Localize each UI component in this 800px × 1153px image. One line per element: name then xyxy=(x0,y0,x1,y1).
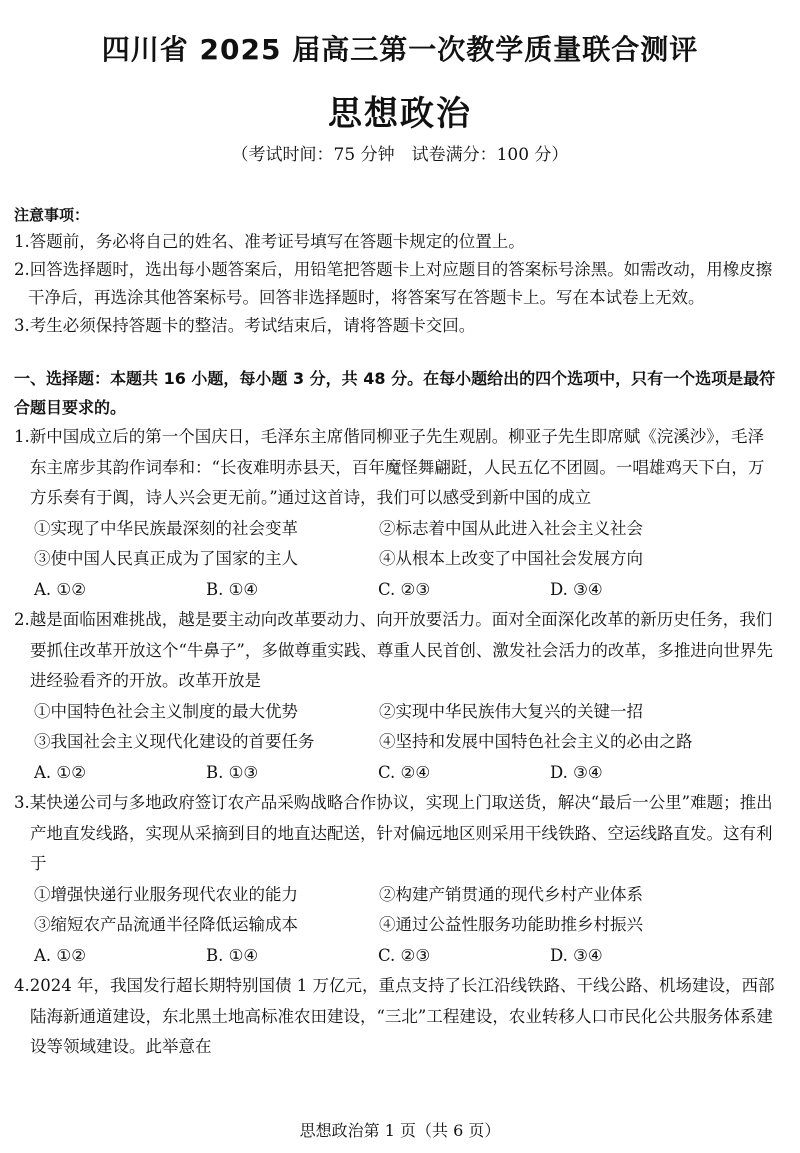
answer-choice: A. ①② xyxy=(34,762,86,782)
option-item: ①实现了中华民族最深刻的社会变革 xyxy=(34,518,298,538)
answer-row xyxy=(14,758,780,789)
answer-choice: B. ①④ xyxy=(206,945,259,965)
option-item: ①增强快递行业服务现代农业的能力 xyxy=(34,884,298,904)
option-row xyxy=(14,727,780,758)
exam-body xyxy=(14,202,780,1063)
answer-choice: C. ②③ xyxy=(378,945,431,965)
notice-item: 2.回答选择题时，选出每小题答案后，用铅笔把答题卡上对应题目的答案标号涂黑。如需改动，用橡皮擦干净后，再选涂其他答案标号。回答非选择题时，将答案写在答题卡上。写在本试卷上无效。 xyxy=(14,260,773,307)
question-stem: 1.新中国成立后的第一个国庆日，毛泽东主席偕同柳亚子先生观剧。柳亚子先生即席赋《浣溪沙》，毛泽东主席步其韵作词奉和：“长夜难明赤县天，百年魔怪舞翩跹，人民五亿不团圆。一唱雄鸡天下白，万方乐奏有于阗，诗人兴会更无前。”通过这首诗，我们可以感受到新中国的成立 xyxy=(14,427,765,507)
answer-choice: D. ③④ xyxy=(550,945,603,965)
option-item: ④从根本上改变了中国社会发展方向 xyxy=(379,549,643,568)
question-4 xyxy=(14,971,780,1063)
spacer xyxy=(14,340,780,364)
option-item: ④通过公益性服务功能助推乡村振兴 xyxy=(379,915,643,934)
answer-choice: D. ③④ xyxy=(550,579,603,599)
exam-info: （考试时间：75 分钟 试卷满分：100 分） xyxy=(231,145,569,165)
option-item: ③缩短农产品流通半径降低运输成本 xyxy=(34,915,298,934)
answer-row xyxy=(14,941,780,972)
option-item: ②实现中华民族伟大复兴的关键一招 xyxy=(379,701,643,721)
question-1 xyxy=(14,422,780,605)
answer-choice: A. ①② xyxy=(34,945,86,965)
question-2 xyxy=(14,605,780,788)
option-row xyxy=(14,910,780,941)
option-item: ④坚持和发展中国特色社会主义的必由之路 xyxy=(379,732,693,751)
question-stem: 2.越是面临困难挑战，越是要主动向改革要动力、向开放要活力。面对全面深化改革的新历史任务，我们要抓住改革开放这个“牛鼻子”，多做尊重实践、尊重人民首创、激发社会活力的改革，多推进向世界先进经验看齐的开放。改革开放是 xyxy=(14,610,773,690)
notice-item: 1.答题前，务必将自己的姓名、准考证号填写在答题卡规定的位置上。 xyxy=(14,232,525,251)
notice-heading: 注意事项： xyxy=(14,206,90,224)
answer-choice: B. ①③ xyxy=(206,762,259,782)
question-stem: 3.某快递公司与多地政府签订农产品采购战略合作协议，实现上门取送货，解决“最后一公里”难题；推出产地直发线路，实现从采摘到目的地直达配送，针对偏远地区则采用干线铁路、空运线路直发。这有利于 xyxy=(14,793,773,873)
option-row xyxy=(14,514,780,545)
answer-choice: D. ③④ xyxy=(550,762,603,782)
answer-choice: A. ①② xyxy=(34,579,86,599)
answer-choice: C. ②③ xyxy=(378,579,431,599)
exam-title: 四川省 2025 届高三第一次教学质量联合测评 xyxy=(101,33,699,66)
subject-title: 思想政治 xyxy=(328,94,472,134)
option-item: ②构建产销贯通的现代乡村产业体系 xyxy=(379,884,643,904)
page-footer: 思想政治第 1 页（共 6 页） xyxy=(299,1121,501,1140)
notice-item: 3.考生必须保持答题卡的整洁。考试结束后，请将答题卡交回。 xyxy=(14,316,476,335)
option-item: ③我国社会主义现代化建设的首要任务 xyxy=(34,732,315,751)
option-item: ③使中国人民真正成为了国家的主人 xyxy=(34,549,298,568)
question-stem: 4.2024 年，我国发行超长期特别国债 1 万亿元，重点支持了长江沿线铁路、干线公路、机场建设，西部陆海新通道建设，东北黑土地高标准农田建设，“三北”工程建设，农业转移人口市民化公共服务体系建设等领域建设。此举意在 xyxy=(14,976,775,1056)
answer-row xyxy=(14,575,780,606)
answer-choice: B. ①④ xyxy=(206,579,259,599)
option-item: ①中国特色社会主义制度的最大优势 xyxy=(34,701,298,721)
option-row xyxy=(14,544,780,575)
option-row xyxy=(14,697,780,728)
option-row xyxy=(14,880,780,911)
option-item: ②标志着中国从此进入社会主义社会 xyxy=(379,518,643,538)
answer-choice: C. ②④ xyxy=(378,762,431,782)
question-3 xyxy=(14,788,780,971)
section-heading: 一、选择题：本题共 16 小题，每小题 3 分，共 48 分。在每小题给出的四个选项中，只有一个选项是最符合题目要求的。 xyxy=(14,369,776,417)
